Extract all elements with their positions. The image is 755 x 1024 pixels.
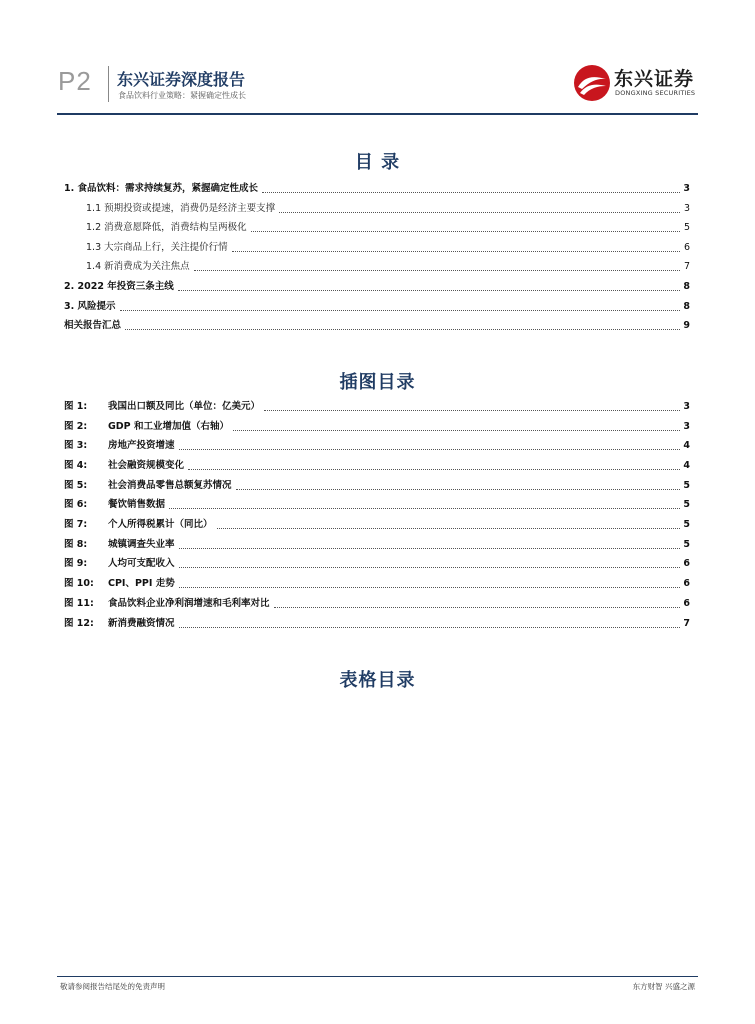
figure-label: 社会融资规模变化 [108,460,185,471]
figure-number: 图 6: [64,499,88,510]
leader-dots [232,250,680,252]
figure-number: 图 7: [64,519,88,530]
toc-entry-page: 8 [683,281,690,292]
figure-label: 新消费融资情况 [108,618,175,629]
figure-entry[interactable] [64,538,690,552]
figure-page: 6 [683,558,690,569]
figure-entry[interactable] [64,498,690,512]
toc-entry-label: 2. 2022 年投资三条主线 [64,281,174,292]
leader-dots [125,328,680,330]
figure-entry[interactable] [64,557,690,571]
footer-rule [57,976,698,977]
leader-dots [236,488,680,490]
figure-label: 房地产投资增速 [108,440,175,451]
toc-entry-page: 9 [683,320,690,331]
report-subtitle: 食品饮料行业策略：紧握确定性成长 [118,91,246,100]
figure-number: 图 9: [64,558,88,569]
toc-entry-label: 1.4 新消费成为关注焦点 [86,261,190,272]
tables-title: 表格目录 [339,670,416,691]
toc-entry[interactable] [64,300,690,314]
toc-entry-page: 7 [683,261,690,272]
leader-dots [179,626,680,628]
figure-number: 图 10: [64,578,94,589]
figures-title: 插图目录 [339,372,416,393]
toc-entry[interactable] [64,280,690,294]
header-rule [57,113,698,115]
leader-dots [264,409,680,411]
figure-page: 6 [683,578,690,589]
figure-label: GDP 和工业增加值（右轴） [108,421,229,432]
leader-dots [217,527,680,529]
figure-page: 5 [683,480,690,491]
figure-page: 3 [683,401,690,412]
figure-entry[interactable] [64,439,690,453]
footer-slogan: 东方财智 兴盛之源 [632,982,695,991]
leader-dots [262,191,680,193]
figure-number: 图 1: [64,401,88,412]
figure-entry[interactable] [64,617,690,631]
figure-page: 7 [683,618,690,629]
figure-entry[interactable] [64,577,690,591]
figure-label: 餐饮销售数据 [108,499,166,510]
toc-entry-label: 相关报告汇总 [64,320,122,331]
figure-entry[interactable] [64,597,690,611]
logo-mark-icon [572,63,612,103]
toc-entry-label: 1.3 大宗商品上行，关注提价行情 [86,242,228,253]
leader-dots [194,269,680,271]
toc-title: 目 录 [354,152,401,173]
toc-entry-page: 8 [683,301,690,312]
page-header [0,0,755,118]
figure-number: 图 4: [64,460,88,471]
figure-entry[interactable] [64,400,690,414]
figure-number: 图 2: [64,421,88,432]
toc-entry-page: 3 [683,203,690,214]
figure-label: 食品饮料企业净利润增速和毛利率对比 [108,598,270,609]
leader-dots [251,230,680,232]
figure-number: 图 5: [64,480,88,491]
toc-entry[interactable] [86,241,690,255]
header-divider [108,66,109,102]
toc-entry-page: 6 [683,242,690,253]
toc-entry-page: 5 [683,222,690,233]
toc-entry-label: 1.1 预期投资或提速，消费仍是经济主要支撑 [86,203,276,214]
footer-disclaimer: 敬请参阅报告结尾处的免责声明 [60,982,165,991]
company-logo [572,62,698,104]
toc-entry[interactable] [64,182,690,196]
figure-label: 社会消费品零售总额复苏情况 [108,480,232,491]
figure-page: 5 [683,539,690,550]
leader-dots [279,211,680,213]
figure-page: 5 [683,499,690,510]
toc-entry-label: 1.2 消费意愿降低，消费结构呈两极化 [86,222,247,233]
toc-entry[interactable] [86,260,690,274]
figure-label: 人均可支配收入 [108,558,175,569]
figure-number: 图 12: [64,618,94,629]
figure-entry[interactable] [64,459,690,473]
figure-entry[interactable] [64,479,690,493]
figure-page: 5 [683,519,690,530]
leader-dots [178,289,680,291]
figure-label: 城镇调查失业率 [108,539,175,550]
leader-dots [188,468,680,470]
figure-entry[interactable] [64,518,690,532]
leader-dots [179,586,680,588]
figure-page: 6 [683,598,690,609]
figure-number: 图 11: [64,598,94,609]
toc-entry[interactable] [64,319,690,333]
toc-entry-label: 1. 食品饮料：需求持续复苏，紧握确定性成长 [64,183,259,194]
logo-text-cn: 东兴证券 [614,68,695,90]
figure-label: 个人所得税累计（同比） [108,519,213,530]
toc-entry-page: 3 [683,183,690,194]
figure-label: 我国出口额及同比（单位：亿美元） [108,401,261,412]
leader-dots [233,429,680,431]
report-title: 东兴证券深度报告 [117,70,246,89]
logo-text-en: DONGXING SECURITIES [615,89,696,97]
leader-dots [274,606,680,608]
figure-number: 图 8: [64,539,88,550]
leader-dots [179,547,680,549]
toc-entry[interactable] [86,202,690,216]
toc-entry[interactable] [86,221,690,235]
leader-dots [179,448,680,450]
toc-entry-label: 3. 风险提示 [64,301,116,312]
leader-dots [179,566,680,568]
leader-dots [169,507,680,509]
page-number: P2 [58,66,92,96]
figure-number: 图 3: [64,440,88,451]
figure-page: 4 [683,460,690,471]
figure-entry[interactable] [64,420,690,434]
figure-page: 4 [683,440,690,451]
figure-label: CPI、PPI 走势 [108,578,175,589]
figure-page: 3 [683,421,690,432]
leader-dots [120,309,680,311]
